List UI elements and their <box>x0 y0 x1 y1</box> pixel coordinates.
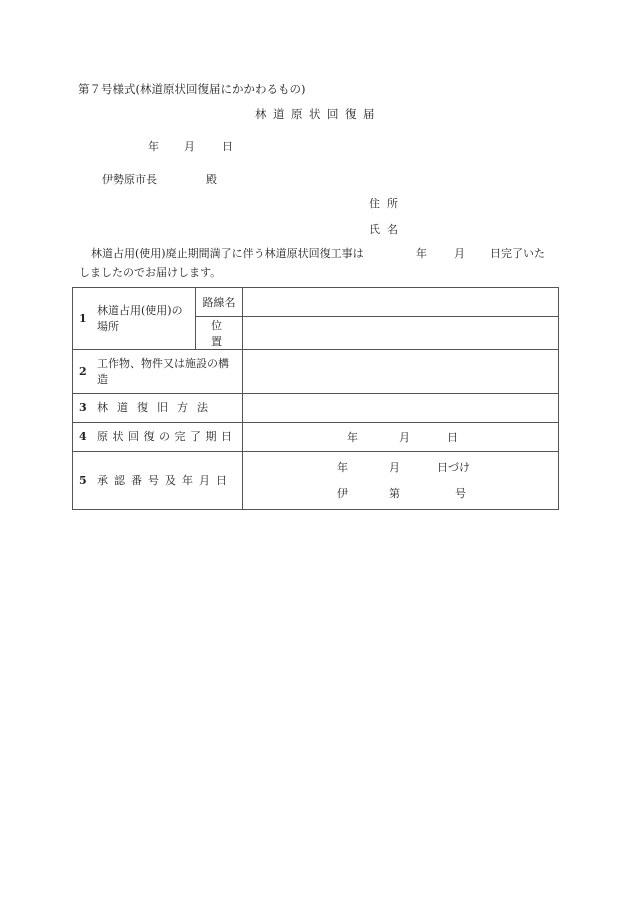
restoration-method-field[interactable] <box>243 394 559 423</box>
row3-label-cell <box>73 394 243 423</box>
row-label-line1: 工作物、物件又は施設の構 <box>97 356 229 370</box>
row2-label-cell <box>73 350 243 394</box>
applicant-name-label: 氏名 <box>369 223 405 236</box>
row-number: 5 <box>79 473 87 487</box>
body-text-line1 <box>91 245 545 261</box>
date-day-label: 日 <box>222 140 233 153</box>
addressee <box>102 171 217 187</box>
addressee-honorific: 殿 <box>206 173 217 186</box>
approval-dai: 第 <box>389 486 400 500</box>
approval-prefix: 伊 <box>337 486 348 500</box>
applicant-address-label: 住所 <box>369 197 405 210</box>
row-label <box>97 356 229 388</box>
row4-label-cell <box>73 423 243 452</box>
table-row <box>73 394 559 423</box>
completion-year: 年 <box>347 431 358 444</box>
date-year-label: 年 <box>148 140 159 153</box>
body-text-line2: しましたのでお届けします。 <box>79 266 222 279</box>
row-label-line2: 場所 <box>97 319 119 333</box>
row-label-line2: 造 <box>97 372 108 386</box>
approval-field[interactable] <box>243 452 559 510</box>
body-suffix: 日完了いた <box>490 247 545 260</box>
row-number: 3 <box>79 401 87 414</box>
table-row <box>73 350 559 394</box>
table-row <box>73 452 559 510</box>
row-label-line1: 林道占用(使用)の <box>97 303 183 317</box>
approval-go: 号 <box>455 486 466 500</box>
location-field[interactable] <box>243 317 559 350</box>
route-name-label: 路線名 <box>196 288 243 317</box>
approval-date-line <box>337 455 558 481</box>
row-label: 林道復旧方法 <box>97 401 217 414</box>
addressee-name: 伊勢原市長 <box>102 173 157 186</box>
structure-field[interactable] <box>243 350 559 394</box>
row-label <box>97 303 183 335</box>
form-table <box>72 287 559 510</box>
document-title: 林道原状回復届 <box>255 107 381 121</box>
approval-number-line <box>337 481 558 507</box>
location-label: 位置 <box>196 317 243 350</box>
table-row <box>73 288 559 317</box>
form-number: 第７号様式(林道原状回復届にかかわるもの) <box>78 82 306 96</box>
row-label: 承認番号及年月日 <box>97 473 233 487</box>
row-number: 1 <box>79 311 87 325</box>
completion-date-field[interactable] <box>243 423 559 452</box>
completion-month: 月 <box>399 431 410 444</box>
row5-label-cell <box>73 452 243 510</box>
table-row <box>73 423 559 452</box>
row-number: 4 <box>79 430 87 443</box>
submission-date <box>148 138 233 154</box>
body-year: 年 <box>416 247 427 260</box>
approval-day: 日づけ <box>437 460 470 474</box>
route-name-field[interactable] <box>243 288 559 317</box>
approval-year: 年 <box>337 460 348 474</box>
body-month: 月 <box>454 247 465 260</box>
row-number: 2 <box>79 364 87 378</box>
row1-label-cell <box>73 288 196 350</box>
body-prefix: 林道占用(使用)廃止期間満了に伴う林道原状回復工事は <box>91 247 364 260</box>
row-label: 原状回復の完了期日 <box>97 430 237 443</box>
date-month-label: 月 <box>184 140 195 153</box>
completion-day: 日 <box>447 431 458 444</box>
approval-month: 月 <box>389 460 400 474</box>
